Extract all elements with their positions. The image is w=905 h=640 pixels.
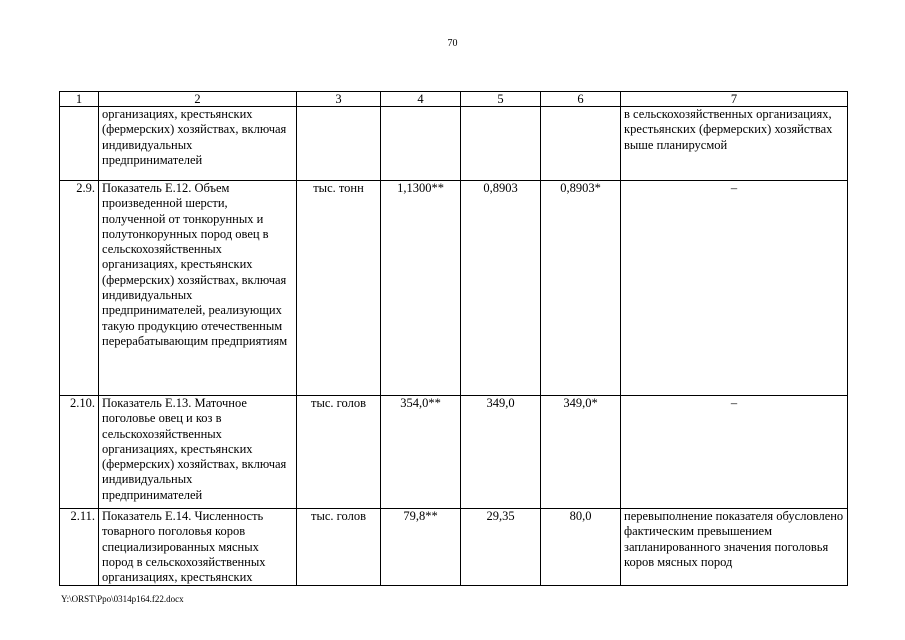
- note-cell: –: [621, 396, 848, 509]
- unit-cell: [297, 107, 381, 181]
- value-col-4: 79,8**: [381, 509, 461, 586]
- header-row: [60, 92, 848, 107]
- header-col-2: 2: [99, 92, 297, 107]
- value-col-5: 29,35: [461, 509, 541, 586]
- indicator-name: Показатель Е.12. Объем произведенной шерсти, полученной от тонкорунных и полутонкорунных пород овец в сельскохозяйственных организациях, крестьянских (фермерских) хозяйствах, включая индивидуальных предпринимателей, реализующих такую продукцию отечественным перерабатывающим предприятиям: [99, 181, 297, 396]
- indicator-name: Показатель Е.14. Численность товарного поголовья коров специализированных мясных пород в сельскохозяйственных организациях, крестьянских: [99, 509, 297, 586]
- unit-cell: тыс. голов: [297, 509, 381, 586]
- row-number: 2.10.: [60, 396, 99, 509]
- unit-cell: тыс. голов: [297, 396, 381, 509]
- value-col-4: [381, 107, 461, 181]
- indicator-name: организациях, крестьянских (фермерских) хозяйствах, включая индивидуальных предпринимателей: [99, 107, 297, 181]
- value-col-6: 80,0: [541, 509, 621, 586]
- note-cell: в сельскохозяйственных организациях, крестьянских (фермерских) хозяйствах выше планирусмой: [621, 107, 848, 181]
- header-col-5: 5: [461, 92, 541, 107]
- table-row: [60, 396, 848, 509]
- table-row: [60, 181, 848, 396]
- page-number: 70: [447, 38, 458, 49]
- value-col-6: 0,8903*: [541, 181, 621, 396]
- value-col-6: 349,0*: [541, 396, 621, 509]
- value-col-5: 349,0: [461, 396, 541, 509]
- indicator-name: Показатель Е.13. Маточное поголовье овец и коз в сельскохозяйственных организациях, крестьянских (фермерских) хозяйствах, включая индивидуальных предпринимателей: [99, 396, 297, 509]
- note-cell: перевыполнение показателя обусловлено фактическим превышением запланированного значения поголовья коров мясных пород: [621, 509, 848, 586]
- indicators-table: [59, 91, 848, 586]
- header-col-4: 4: [381, 92, 461, 107]
- value-col-6: [541, 107, 621, 181]
- value-col-4: 1,1300**: [381, 181, 461, 396]
- row-number: 2.9.: [60, 181, 99, 396]
- table-row: [60, 107, 848, 181]
- value-col-5: 0,8903: [461, 181, 541, 396]
- table-row: [60, 509, 848, 586]
- unit-cell: тыс. тонн: [297, 181, 381, 396]
- footer-file-path: Y:\ORST\Ppo\0314p164.f22.docx: [61, 594, 184, 604]
- header-col-7: 7: [621, 92, 848, 107]
- header-col-3: 3: [297, 92, 381, 107]
- value-col-4: 354,0**: [381, 396, 461, 509]
- row-number: 2.11.: [60, 509, 99, 586]
- header-col-6: 6: [541, 92, 621, 107]
- header-col-1: 1: [60, 92, 99, 107]
- value-col-5: [461, 107, 541, 181]
- row-number: [60, 107, 99, 181]
- note-cell: –: [621, 181, 848, 396]
